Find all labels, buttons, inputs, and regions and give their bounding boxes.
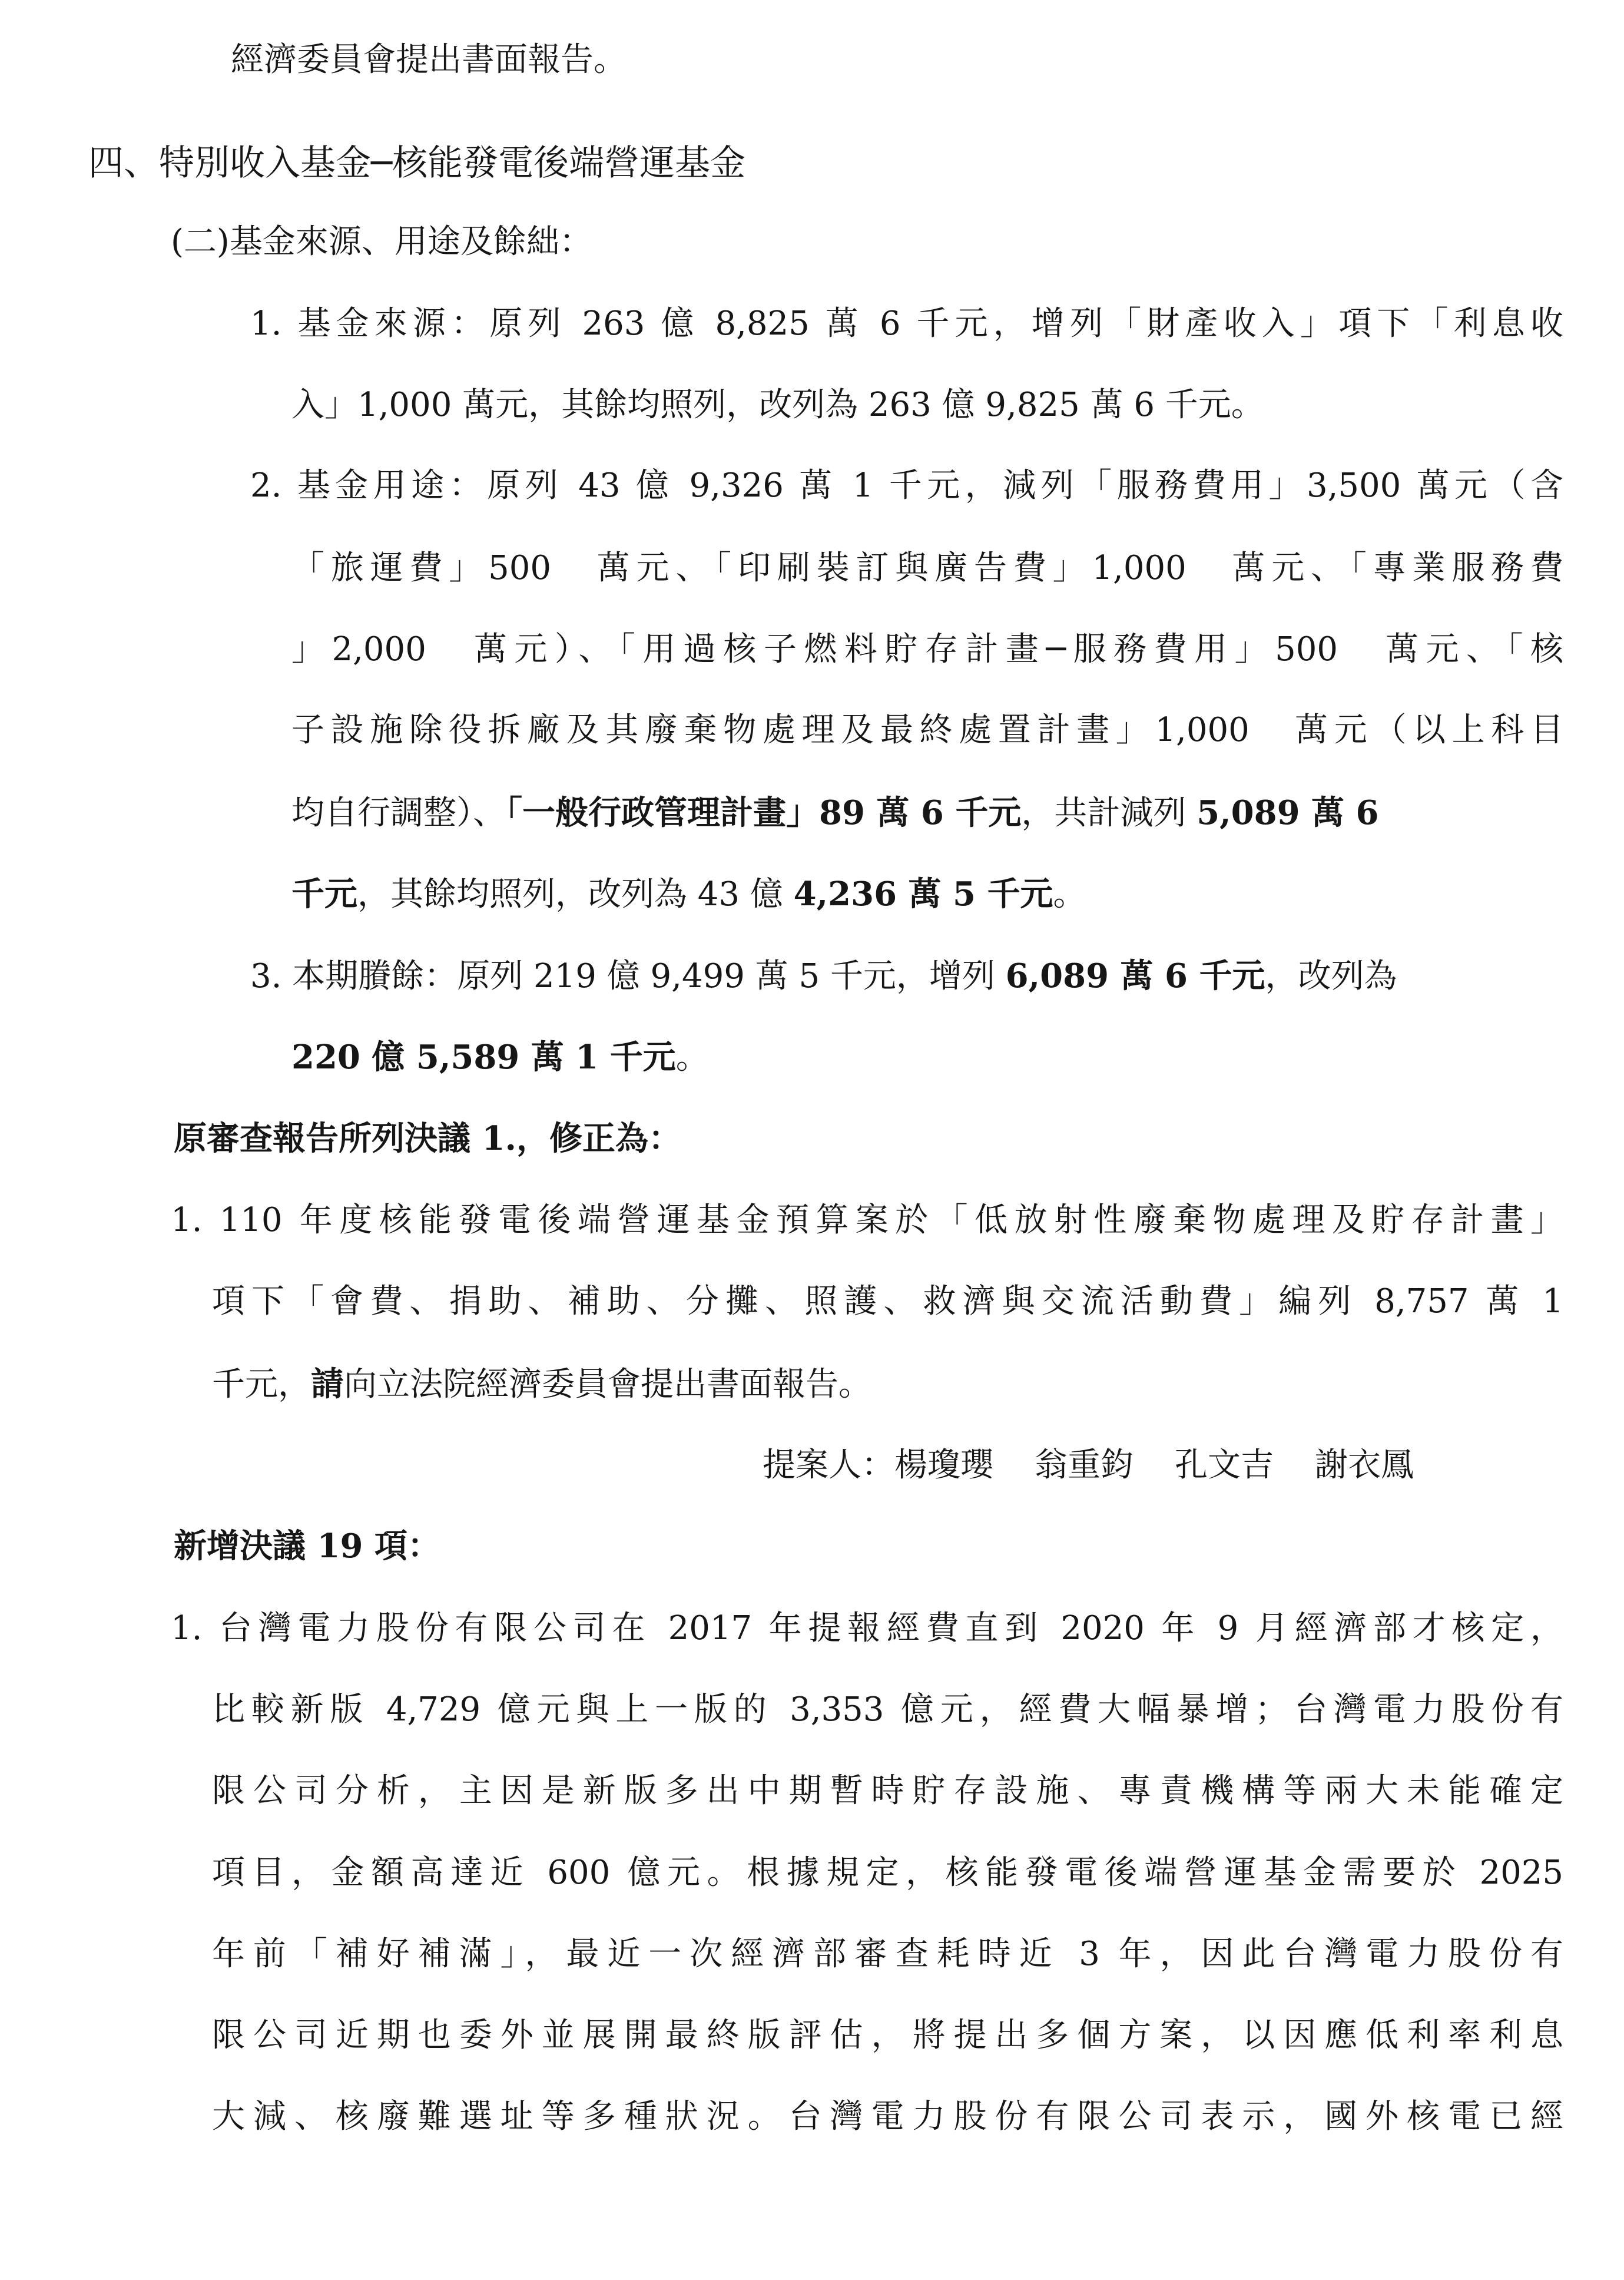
subsection-heading: (二)基金來源、用途及餘絀： [171, 223, 592, 261]
text-line: 經濟委員會提出書面報告。 [231, 41, 627, 79]
section-heading: 四、特別收入基金─核能發電後端營運基金 [88, 143, 746, 184]
new-resolution-1-line: 限公司近期也委外並展開最終版評估，將提出多個方案，以因應低利率利息 [212, 2016, 1563, 2054]
item-2-emphasis: 千元 [291, 875, 357, 914]
proposers-label: 提案人： [763, 1446, 894, 1484]
item-2-emphasis: 5,089 萬 6 [1197, 793, 1379, 832]
item-3-emphasis: 220 億 5,589 萬 1 千元 [291, 1038, 676, 1077]
item-3-text: 。 [675, 1038, 709, 1077]
item-2-line: 2. 基金用途：原列 43 億 9,326 萬 1 千元，減列「服務費用」3,500 萬元（含 [250, 466, 1563, 505]
proposers-line [763, 1442, 1414, 1489]
item-2-emphasis: 「一般行政管理計畫」89 萬 6 千元 [506, 793, 1022, 832]
item-2-text: 均自行調整）、 [291, 794, 506, 832]
resolution-1-text: 向立法院經濟委員會提出書面報告。 [344, 1365, 871, 1404]
new-resolution-1-line: 大減、核廢難選址等多種狀況。台灣電力股份有限公司表示，國外核電已經 [212, 2097, 1563, 2136]
proposer-name: 謝衣鳳 [1315, 1446, 1414, 1484]
item-2-line [291, 871, 1086, 918]
original-resolution-heading: 原審查報告所列決議 1.，修正為： [174, 1119, 681, 1158]
resolution-1-line [212, 1361, 871, 1408]
item-2-line: 「旅運費」500 萬元、「印刷裝訂與廣告費」1,000 萬元、「專業服務費 [291, 549, 1563, 587]
item-3-line [291, 1034, 709, 1081]
item-2-text: ，共計減列 [1021, 794, 1197, 832]
new-resolution-1-line: 年前「補好補滿」，最近一次經濟部審查耗時近 3 年，因此台灣電力股份有 [212, 1935, 1563, 1973]
resolution-1-line: 項下「會費、捐助、補助、分攤、照護、救濟與交流活動費」編列 8,757 萬 1 [212, 1282, 1563, 1321]
new-resolution-1-line: 比較新版 4,729 億元與上一版的 3,353 億元，經費大幅暴增；台灣電力股份有 [212, 1690, 1563, 1729]
item-2-text: 。 [1053, 875, 1086, 914]
item-3-line [250, 952, 1397, 1000]
new-resolutions-heading: 新增決議 19 項： [174, 1527, 440, 1566]
resolution-1-line: 1. 110 年度核能發電後端營運基金預算案於「低放射性廢棄物處理及貯存計畫」 [171, 1201, 1563, 1239]
resolution-1-emphasis: 請 [311, 1365, 344, 1404]
item-2-emphasis: 4,236 萬 5 千元 [793, 875, 1053, 914]
new-resolution-1-line: 限公司分析，主因是新版多出中期暫時貯存設施、專責機構等兩大未能確定 [212, 1772, 1563, 1810]
item-3-emphasis: 6,089 萬 6 千元 [1005, 957, 1265, 995]
item-1-line: 入」1,000 萬元，其餘均照列，改列為 263 億 9,825 萬 6 千元。 [291, 386, 1264, 424]
item-2-line: 」2,000 萬元）、「用過核子燃料貯存計畫─服務費用」500 萬元、「核 [291, 630, 1563, 669]
new-resolution-1-line: 1. 台灣電力股份有限公司在 2017 年提報經費直到 2020 年 9 月經濟部才核定， [171, 1609, 1563, 1647]
item-3-text: ，改列為 [1265, 957, 1397, 995]
item-2-text: ，其餘均照列，改列為 43 億 [357, 875, 794, 914]
new-resolution-1-line: 項目，金額高達近 600 億元。根據規定，核能發電後端營運基金需要於 2025 [212, 1854, 1563, 1892]
proposer-name: 楊瓊瓔 [894, 1446, 993, 1484]
proposer-name: 翁重鈞 [1035, 1446, 1134, 1484]
item-2-line [291, 789, 1379, 837]
item-1-line: 1. 基金來源：原列 263 億 8,825 萬 6 千元，增列「財產收入」項下「利息收 [250, 305, 1563, 343]
item-3-text: 3. 本期賸餘：原列 219 億 9,499 萬 5 千元，增列 [250, 957, 1006, 995]
proposer-name: 孔文吉 [1175, 1446, 1274, 1484]
item-2-line: 子設施除役拆廠及其廢棄物處理及最終處置計畫」1,000 萬元（以上科目 [291, 711, 1563, 749]
resolution-1-text: 千元， [212, 1365, 311, 1404]
